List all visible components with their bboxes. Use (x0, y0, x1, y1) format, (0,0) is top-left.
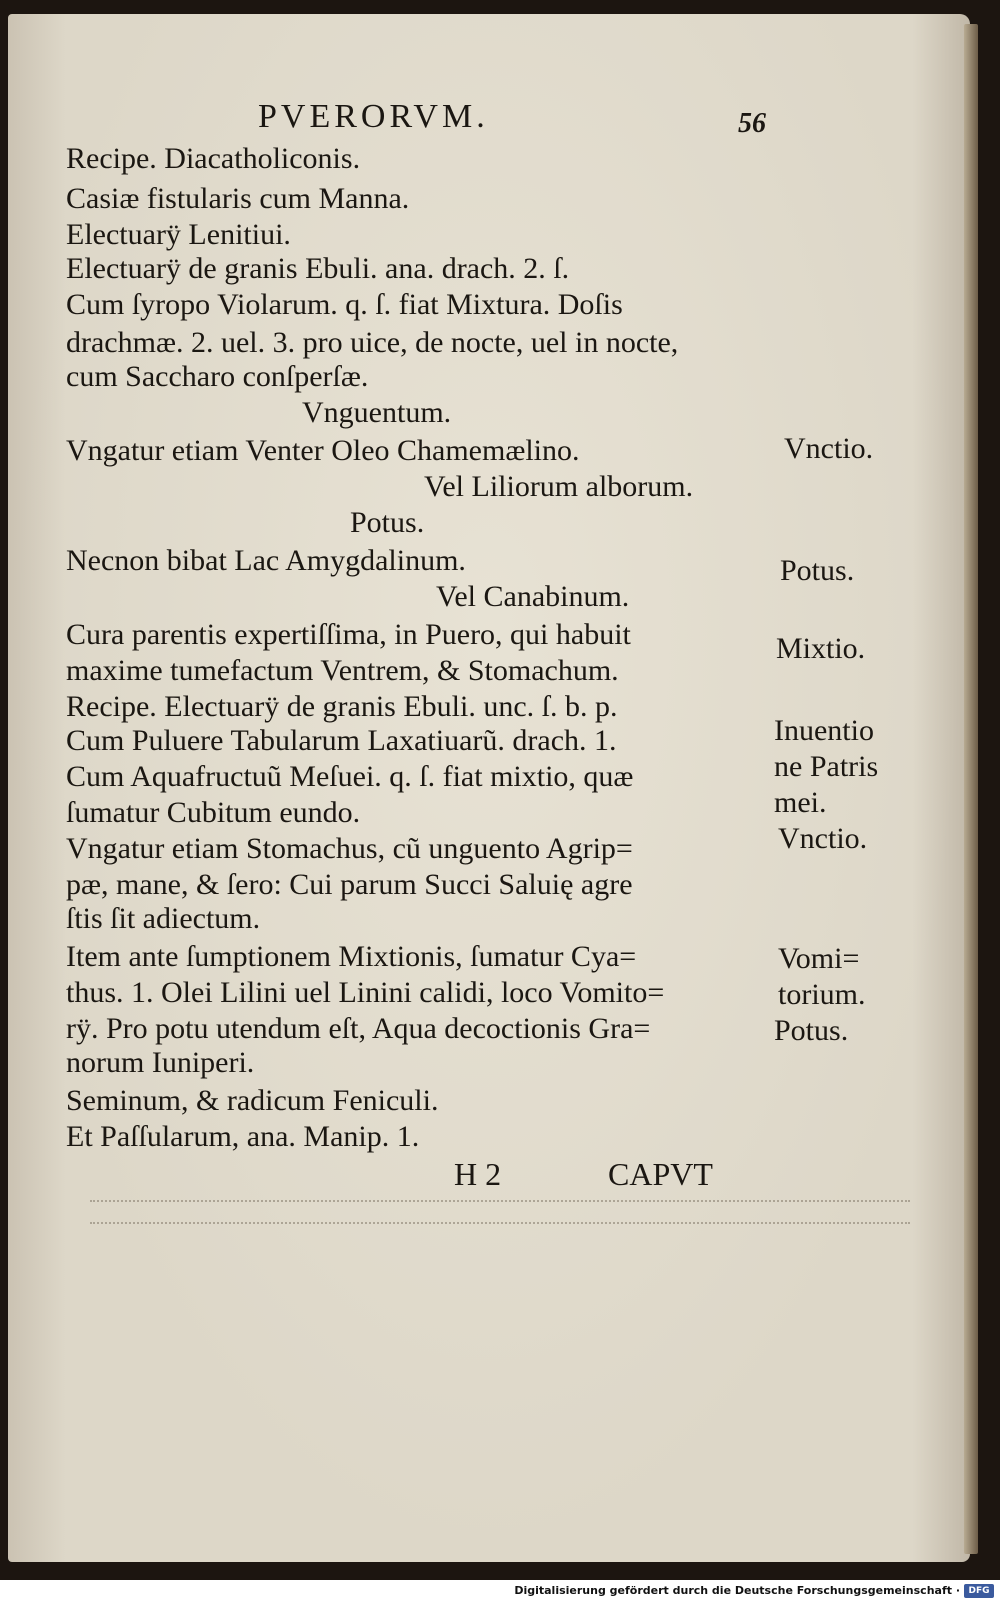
body-line: Item ante ſumptionem Mixtionis, ſumatur Cya= (66, 940, 637, 973)
body-line: pæ, mane, & ſero: Cui parum Succi Saluię agre (66, 868, 633, 901)
body-line: norum Iuniperi. (66, 1046, 255, 1079)
digitization-footer (0, 1580, 1000, 1604)
body-line: Seminum, & radicum Feniculi. (66, 1084, 439, 1117)
body-line: Vel Canabinum. (436, 580, 630, 613)
funding-credit: Digitalisierung gefördert durch die Deutsche Forschungsgemeinschaft · (514, 1584, 960, 1597)
folio-number: 56 (738, 108, 766, 139)
margin-note: Vnctio. (778, 822, 868, 855)
margin-note: Potus. (780, 554, 855, 587)
margin-note: Vomi= (778, 942, 860, 975)
catchword: CAPVT (608, 1156, 713, 1192)
body-line: Vel Liliorum alborum. (424, 470, 694, 503)
page-edge (964, 24, 978, 1554)
body-line: cum Saccharo conſperſæ. (66, 360, 369, 393)
margin-note: torium. (778, 978, 866, 1011)
margin-note: Vnctio. (784, 432, 874, 465)
margin-note: Inuentio (774, 714, 874, 747)
body-line: maxime tumefactum Ventrem, & Stomachum. (66, 654, 619, 687)
margin-note: mei. (774, 786, 827, 819)
margin-note: Potus. (774, 1014, 849, 1047)
body-line: Vngatur etiam Stomachus, cũ unguento Agrip= (66, 832, 633, 865)
bleed-through-line (90, 1200, 910, 1202)
body-line: ſumatur Cubitum eundo. (66, 796, 361, 829)
body-line: thus. 1. Olei Lilini uel Linini calidi, loco Vomito= (66, 976, 665, 1009)
body-line: drachmæ. 2. uel. 3. pro uice, de nocte, uel in nocte, (66, 326, 679, 359)
body-line: rÿ. Pro potu utendum eſt, Aqua decoctionis Gra= (66, 1012, 651, 1045)
body-line: Casiæ fistularis cum Manna. (66, 182, 410, 215)
signature-mark: H 2 (454, 1156, 502, 1192)
running-title: PVERORVM. (258, 98, 489, 135)
section-heading: Potus. (350, 506, 425, 539)
body-line: Electuarÿ Lenitiui. (66, 218, 291, 251)
body-line: Cum ſyropo Violarum. q. ſ. fiat Mixtura. Doſis (66, 288, 623, 321)
body-line: Electuarÿ de granis Ebuli. ana. drach. 2. ſ. (66, 252, 570, 285)
body-line: Recipe. Electuarÿ de granis Ebuli. unc. ſ. b. p. (66, 690, 618, 723)
margin-note: ne Patris (774, 750, 879, 783)
body-line: Et Paſſularum, ana. Manip. 1. (66, 1120, 420, 1153)
section-heading: Vnguentum. (302, 396, 452, 429)
body-line: Vngatur etiam Venter Oleo Chamemælino. (66, 434, 580, 467)
margin-note: Mixtio. (776, 632, 866, 665)
body-line: Necnon bibat Lac Amygdalinum. (66, 544, 466, 577)
bleed-through-line (90, 1222, 910, 1224)
body-line: Cura parentis expertiſſima, in Puero, qui habuit (66, 618, 631, 651)
dfg-logo: DFG (964, 1584, 994, 1598)
body-line: Recipe. Diacatholiconis. (66, 142, 361, 175)
body-line: Cum Aquafructuũ Meſuei. q. ſ. fiat mixtio, quæ (66, 760, 634, 793)
body-line: Cum Puluere Tabularum Laxatiuarũ. drach. 1. (66, 724, 617, 757)
body-line: ſtis ſit adiectum. (66, 902, 261, 935)
